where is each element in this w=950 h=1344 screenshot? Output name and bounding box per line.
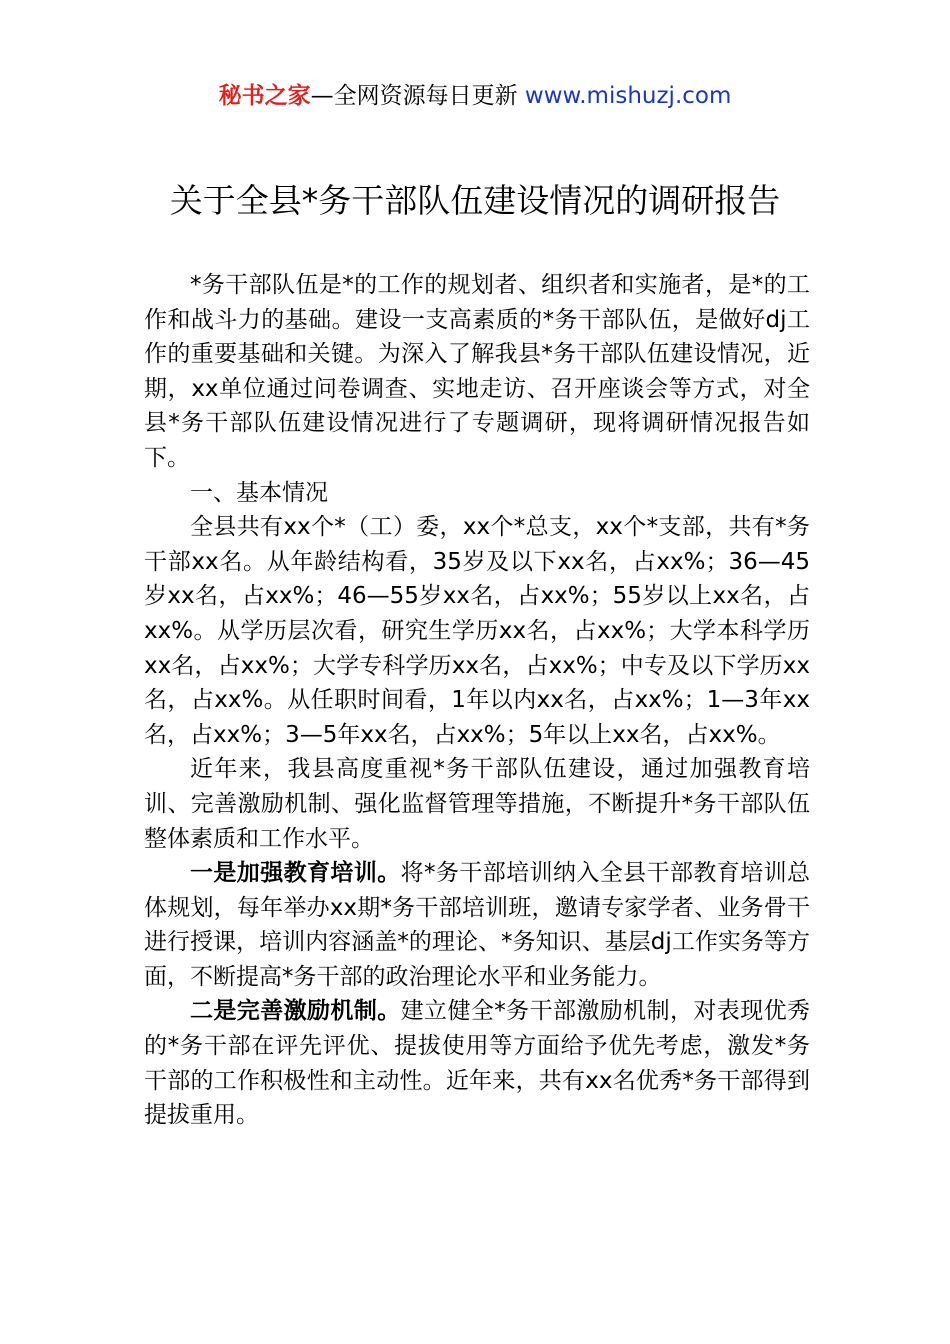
incentive-lead: 二是完善激励机制。: [190, 998, 401, 1025]
intro-paragraph: *务干部队伍是*的工作的规划者、组织者和实施者，是*的工作和战斗力的基础。建设一支高素质的*务干部队伍，是做好dj工作的重要基础和关键。为深入了解我县*务干部队伍建设情况，近期，xx单位通过问卷调查、实地走访、召开座谈会等方式，对全县*务干部队伍建设情况进行了专题调研，现将调研情况报告如下。: [144, 272, 810, 471]
statistics-paragraph: 全县共有xx个*（工）委，xx个*总支，xx个*支部，共有*务干部xx名。从年龄结构看，35岁及以下xx名，占xx%；36—45岁xx名，占xx%；46—55岁xx名，占xx%；55岁以上xx名，占xx%。从学历层次看，研究生学历xx名，占xx%；大学本科学历xx名，占xx%；大学专科学历xx名，占xx%；中专及以下学历xx名，占xx%。从任职时间看，1年以内xx名，占xx%；1—3年xx名，占xx%；3—5年xx名，占xx%；5年以上xx名，占xx%。: [144, 514, 810, 748]
site-tagline: —全网资源每日更新: [310, 83, 525, 109]
document-body: [144, 268, 810, 1133]
incentive-paragraph: [144, 994, 810, 1132]
training-text: 将*务干部培训纳入全县干部教育培训总体规划，每年举办xx期*务干部培训班，邀请专家学者、业务骨干进行授课，培训内容涵盖*的理论、*务知识、基层dj工作实务等方面，不断提高*务干部的政治理论水平和业务能力。: [144, 860, 811, 990]
section-heading: 一、基本情况: [190, 479, 328, 506]
document-title: 关于全县*务干部队伍建设情况的调研报告: [169, 181, 781, 220]
incentive-text: 建立健全*务干部激励机制，对表现优秀的*务干部在评先评优、提拔使用等方面给予优先考虑，激发*务干部的工作积极性和主动性。近年来，共有xx名优秀*务干部得到提拔重用。: [144, 998, 811, 1129]
training-lead: 一是加强教育培训。: [190, 860, 401, 887]
site-brand: 秘书之家: [218, 83, 311, 109]
training-paragraph: [144, 856, 810, 994]
site-url-link[interactable]: www.mishuzj.com: [524, 83, 732, 109]
site-banner: [0, 80, 950, 112]
overview-paragraph: 近年来，我县高度重视*务干部队伍建设，通过加强教育培训、完善激励机制、强化监督管理等措施，不断提升*务干部队伍整体素质和工作水平。: [144, 756, 810, 852]
